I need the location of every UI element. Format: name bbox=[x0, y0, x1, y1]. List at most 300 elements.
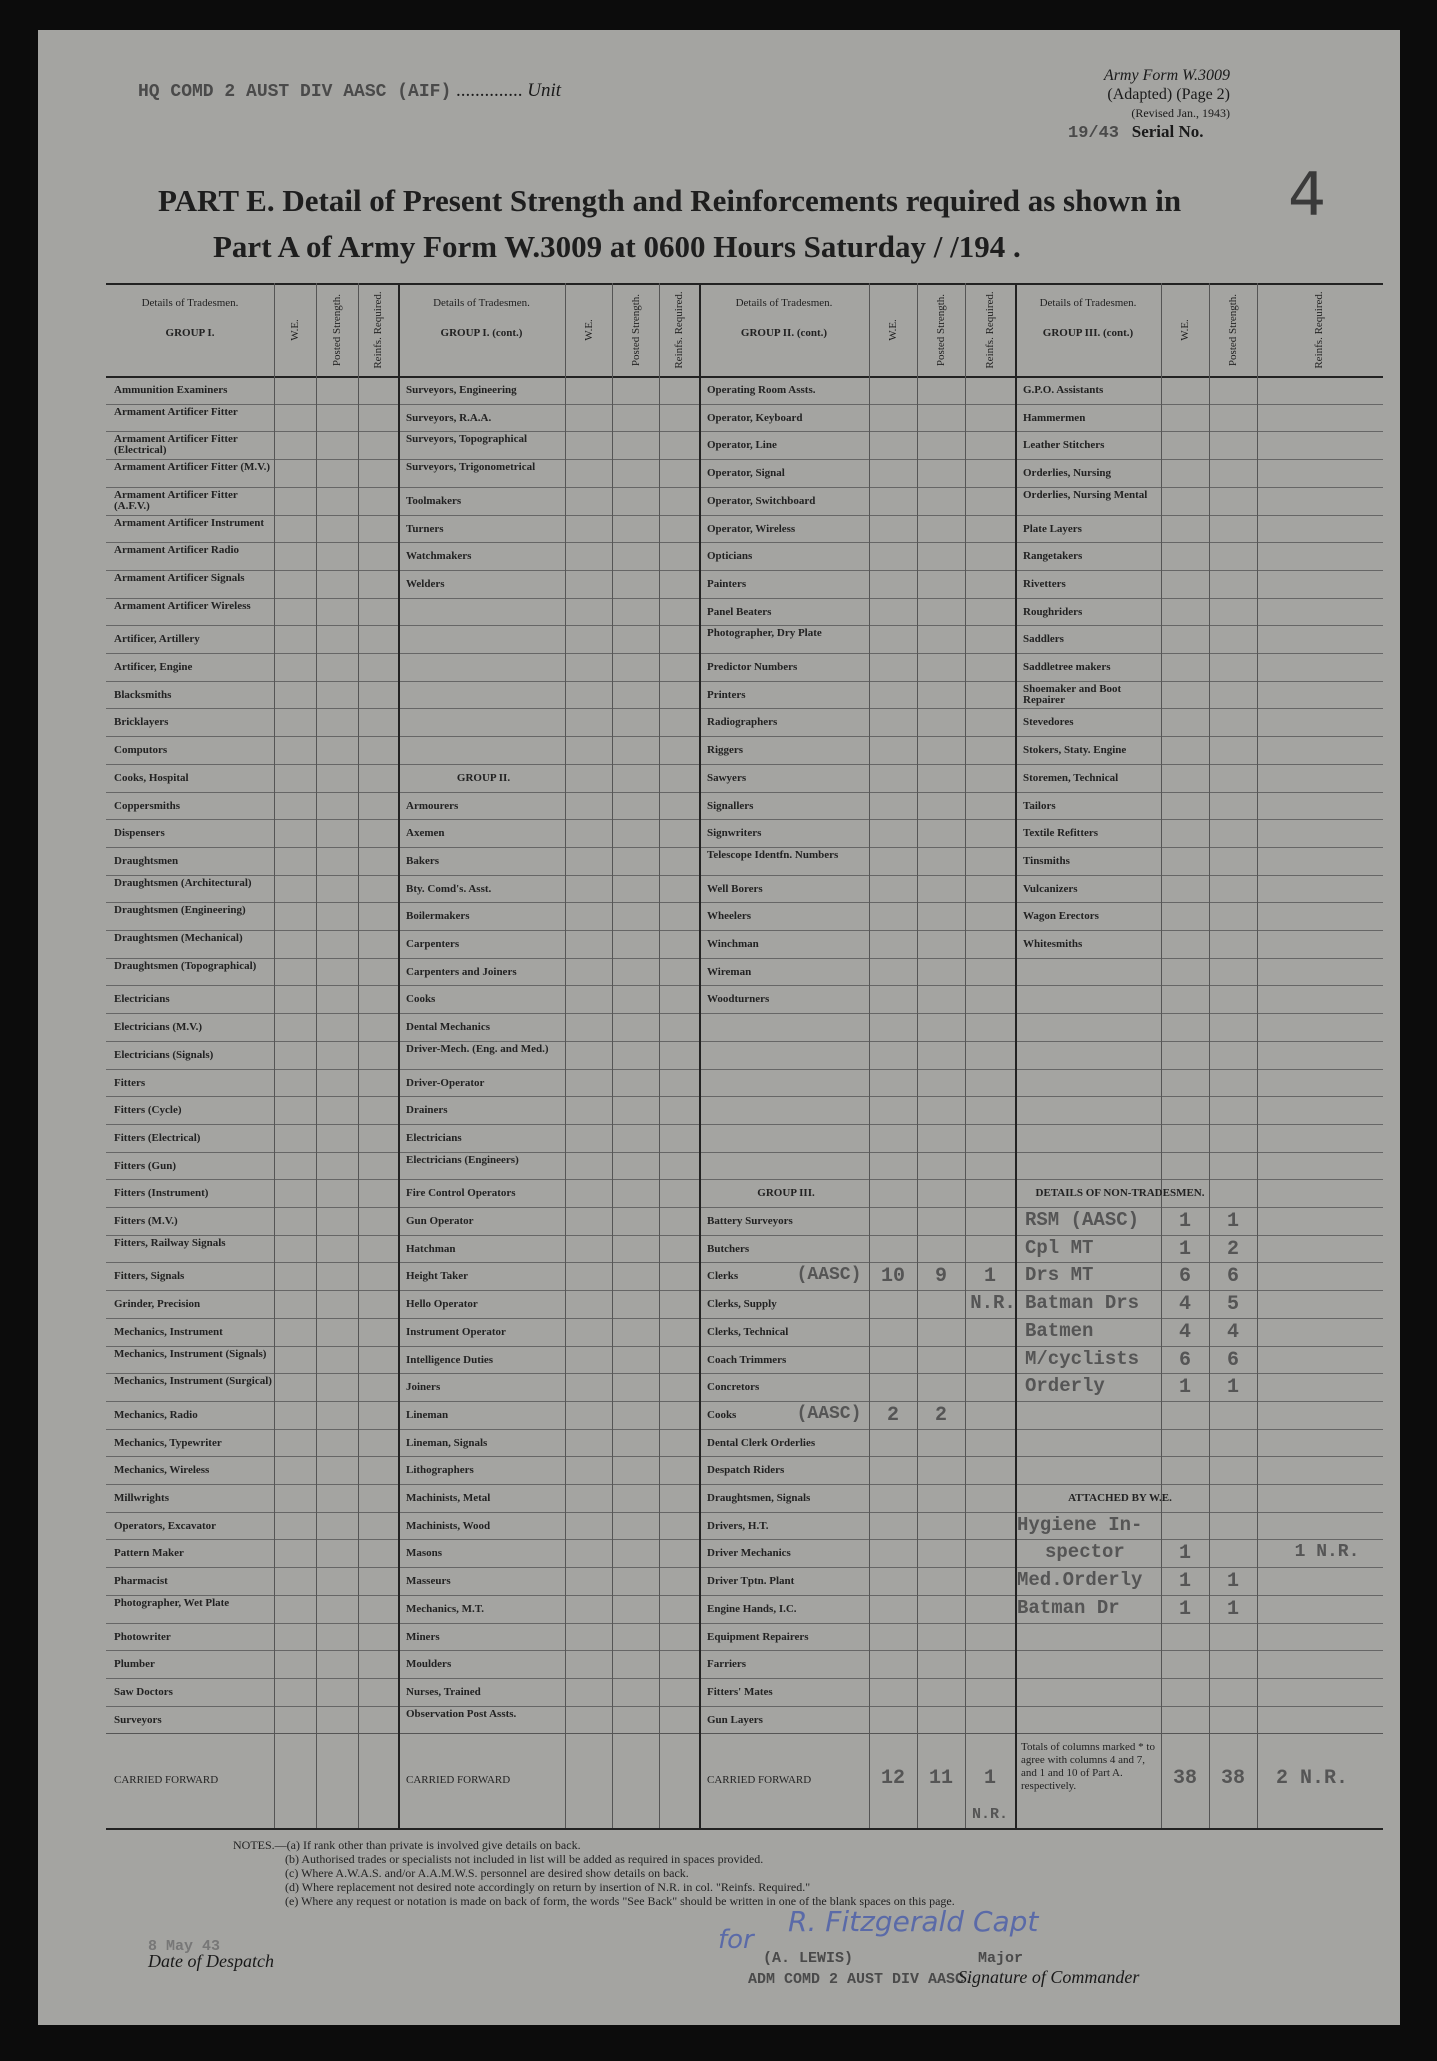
trade-label: Pattern Maker bbox=[114, 1548, 184, 1560]
note-a: NOTES.—(a) If rank other than private is involved give details on back. bbox=[233, 1838, 581, 1852]
trade-label: Concretors bbox=[707, 1382, 760, 1394]
trade-label: Telescope Identfn. Numbers bbox=[707, 849, 839, 861]
row-line bbox=[106, 1512, 1383, 1513]
trade-label: Pharmacist bbox=[114, 1576, 168, 1588]
attached-1-reinfs: 1 N.R. bbox=[1294, 1542, 1360, 1563]
commander-signature bbox=[688, 1905, 1248, 1988]
trade-label: Fitters bbox=[114, 1077, 146, 1089]
column-header-posted: Posted Strength. bbox=[935, 293, 947, 366]
trade-label: Hatchman bbox=[406, 1243, 456, 1255]
trade-label: Computors bbox=[114, 745, 168, 757]
row-line bbox=[106, 1456, 1383, 1457]
trade-label: Saw Doctors bbox=[114, 1686, 173, 1698]
trade-label: Armament Artificer Wireless bbox=[114, 600, 251, 612]
trade-label: Storemen, Technical bbox=[1023, 772, 1119, 784]
group-divider bbox=[398, 283, 400, 1828]
trade-label: Battery Surveyors bbox=[707, 1216, 793, 1227]
trade-label: Orderlies, Nursing bbox=[1023, 468, 1111, 480]
total-posted-3: 11 bbox=[928, 1766, 953, 1790]
trade-label: Operating Room Assts. bbox=[707, 385, 816, 396]
footer-top-border bbox=[106, 1733, 1383, 1734]
column-line bbox=[565, 283, 566, 1828]
total-reinfs-3: 1 bbox=[983, 1766, 996, 1790]
trade-label: Draughtsmen bbox=[114, 855, 179, 867]
trade-label: Intelligence Duties bbox=[406, 1354, 494, 1366]
row-line bbox=[106, 1706, 1383, 1707]
trade-label: Mechanics, Instrument (Signals) bbox=[114, 1348, 267, 1360]
trade-label: Operator, Keyboard bbox=[707, 412, 803, 424]
nontrade-we: 4 bbox=[1178, 1293, 1191, 1317]
row-line bbox=[106, 1401, 1383, 1402]
row-line bbox=[106, 459, 1383, 460]
attached-1-we: 1 bbox=[1178, 1542, 1191, 1566]
trade-label: Equipment Repairers bbox=[707, 1631, 809, 1643]
row-line bbox=[106, 1096, 1383, 1097]
nontrade-posted: 2 bbox=[1226, 1237, 1239, 1261]
trade-label: Riggers bbox=[707, 745, 744, 757]
row-line bbox=[106, 1235, 1383, 1236]
trade-label: Drivers, H.T. bbox=[707, 1520, 769, 1532]
column-header-group: GROUP III. (cont.) bbox=[1042, 327, 1134, 339]
form-adapted: (Adapted) (Page 2) bbox=[1107, 86, 1230, 103]
column-header-group: GROUP I. (cont.) bbox=[440, 327, 523, 339]
nontrade-posted: 6 bbox=[1226, 1265, 1239, 1289]
trade-label: Draughtsmen (Mechanical) bbox=[114, 933, 243, 944]
signed-for: for bbox=[718, 1925, 754, 1955]
trade-label: Moulders bbox=[406, 1659, 452, 1671]
column-header-reinfs: Reinfs. Required. bbox=[1313, 290, 1325, 369]
trade-label: Axemen bbox=[406, 828, 445, 840]
column-line bbox=[965, 283, 966, 1828]
row-line bbox=[106, 875, 1383, 876]
trade-label: Surveyors, R.A.A. bbox=[406, 412, 492, 424]
table-bottom-border bbox=[106, 1828, 1383, 1830]
row-line bbox=[106, 1124, 1383, 1125]
trade-label: Despatch Riders bbox=[707, 1465, 785, 1477]
nontrade-we: 1 bbox=[1178, 1210, 1191, 1233]
title-line-1: PART E. Detail of Present Strength and Reinforcements required as shown in bbox=[158, 183, 1182, 218]
trade-label: Plumber bbox=[114, 1659, 155, 1671]
row-line bbox=[106, 1567, 1383, 1568]
row-line bbox=[106, 708, 1383, 709]
attached-3-name: Batman Dr bbox=[1017, 1596, 1120, 1619]
nontrade-name: RSM (AASC) bbox=[1025, 1209, 1140, 1231]
attached-3-we: 1 bbox=[1178, 1597, 1191, 1621]
form-identifier bbox=[1104, 66, 1230, 123]
trade-label: Tinsmiths bbox=[1023, 855, 1070, 867]
trade-label: Predictor Numbers bbox=[707, 662, 798, 673]
column-line bbox=[612, 283, 613, 1828]
trade-label: Gun Operator bbox=[406, 1216, 474, 1227]
row-line bbox=[106, 653, 1383, 654]
row-line bbox=[106, 930, 1383, 931]
trade-label: Boilermakers bbox=[406, 911, 470, 923]
row-line bbox=[106, 1207, 1383, 1208]
group-heading: DETAILS OF NON-TRADESMEN. bbox=[1035, 1187, 1205, 1200]
serial-label: Serial No. bbox=[1131, 122, 1204, 141]
trade-label: Driver-Operator bbox=[406, 1077, 485, 1089]
trade-label: Shoemaker and Boot Repairer bbox=[1023, 683, 1122, 706]
trade-label: Lithographers bbox=[406, 1465, 474, 1477]
note-c: (c) Where A.W.A.S. and/or A.A.M.W.S. personnel are desired show details on back. bbox=[285, 1866, 689, 1880]
trade-label: Coach Trimmers bbox=[707, 1354, 787, 1366]
row-line bbox=[106, 1346, 1383, 1347]
trade-label: Electricians (Engineers) bbox=[406, 1154, 519, 1166]
column-header-title: Details of Tradesmen. bbox=[141, 297, 239, 309]
column-header-we: W.E. bbox=[289, 318, 301, 341]
ink-signature: R. Fitzgerald Capt bbox=[788, 1905, 1039, 1938]
row-line bbox=[106, 1179, 1383, 1180]
trade-label: Instrument Operator bbox=[406, 1326, 506, 1338]
row-line bbox=[106, 404, 1383, 405]
trade-label: Fitters, Signals bbox=[114, 1271, 185, 1283]
trade-label: Saddletree makers bbox=[1023, 662, 1111, 673]
trade-label: Driver Tptn. Plant bbox=[707, 1576, 795, 1588]
header-bottom-border bbox=[106, 376, 1383, 378]
trade-label: Miners bbox=[406, 1631, 440, 1643]
trade-label: Electricians bbox=[114, 994, 170, 1006]
column-line bbox=[316, 283, 317, 1828]
nontrade-we: 1 bbox=[1178, 1376, 1191, 1400]
column-line bbox=[1257, 283, 1258, 1828]
row-line bbox=[106, 847, 1383, 848]
trade-label: Operators, Excavator bbox=[114, 1520, 217, 1532]
trade-label: Cooks bbox=[707, 1409, 737, 1421]
group-heading: GROUP II. bbox=[456, 771, 511, 784]
trade-label: Fitters (Gun) bbox=[114, 1160, 177, 1172]
trade-label: Mechanics, Instrument (Surgical) bbox=[114, 1376, 272, 1388]
column-line bbox=[358, 283, 359, 1828]
column-header-posted: Posted Strength. bbox=[331, 293, 343, 366]
note-d: (d) Where replacement not desired note accordingly on return by insertion of N.R. in col. "Reinfs. Required." bbox=[285, 1880, 811, 1894]
nontrade-name: Drs MT bbox=[1025, 1264, 1094, 1287]
trade-label: Surveyors, Engineering bbox=[406, 385, 517, 396]
row-line bbox=[106, 431, 1383, 432]
trade-label: Plate Layers bbox=[1023, 523, 1082, 535]
trade-label: Armament Artificer Radio bbox=[114, 545, 240, 557]
nontrade-we: 4 bbox=[1178, 1320, 1191, 1344]
trade-label: Bakers bbox=[406, 855, 439, 867]
attached-3-posted: 1 bbox=[1226, 1597, 1239, 1621]
trade-label: Clerks, Technical bbox=[707, 1326, 789, 1338]
trade-label: Roughriders bbox=[1023, 606, 1083, 618]
row-line bbox=[106, 1595, 1383, 1596]
trade-label: Orderlies, Nursing Mental bbox=[1023, 489, 1148, 501]
column-line bbox=[917, 283, 918, 1828]
trade-label: Observation Post Assts. bbox=[406, 1708, 517, 1720]
despatch-date bbox=[148, 1938, 274, 1972]
trade-label: Lineman, Signals bbox=[406, 1437, 488, 1449]
row-line bbox=[106, 819, 1383, 820]
trade-label: Grinder, Precision bbox=[114, 1299, 201, 1311]
trade-label: Fitters, Railway Signals bbox=[114, 1237, 226, 1249]
trade-label: Turners bbox=[406, 523, 444, 535]
cooks-we: 2 bbox=[886, 1403, 899, 1427]
row-line bbox=[106, 736, 1383, 737]
column-line bbox=[1209, 283, 1210, 1828]
nontrade-name: Batman Drs bbox=[1025, 1292, 1140, 1315]
trade-label: Printers bbox=[707, 689, 746, 701]
trade-label: Draughtsmen, Signals bbox=[707, 1493, 811, 1504]
form-name: Army Form W.3009 bbox=[1103, 67, 1230, 84]
trade-label: Operator, Signal bbox=[707, 468, 785, 480]
trade-label: Armament Artificer Signals bbox=[114, 572, 245, 584]
trade-label: Surveyors, Trigonometrical bbox=[406, 462, 536, 474]
trade-label: Toolmakers bbox=[406, 495, 462, 507]
trade-label: Mechanics, M.T. bbox=[406, 1603, 485, 1615]
trade-label: Draughtsmen (Engineering) bbox=[114, 905, 246, 917]
row-line bbox=[106, 1318, 1383, 1319]
trade-label: Signallers bbox=[707, 800, 754, 812]
trade-label: Draughtsmen (Topographical) bbox=[114, 960, 257, 972]
column-header-reinfs: Reinfs. Required. bbox=[673, 290, 685, 369]
trade-label: Masons bbox=[406, 1548, 443, 1560]
trade-label: Surveyors bbox=[114, 1714, 162, 1726]
row-line bbox=[106, 487, 1383, 488]
row-line bbox=[106, 625, 1383, 626]
trade-label: Textile Refitters bbox=[1023, 828, 1099, 840]
trade-label: Electricians bbox=[406, 1132, 462, 1144]
row-line bbox=[106, 1290, 1383, 1291]
row-line bbox=[106, 570, 1383, 571]
attached-2-posted: 1 bbox=[1226, 1570, 1239, 1594]
trade-label: Watchmakers bbox=[406, 551, 472, 563]
trade-label: Panel Beaters bbox=[707, 606, 772, 618]
margin-mark: 4 bbox=[1288, 160, 1327, 230]
trade-label: Driver-Mech. (Eng. and Med.) bbox=[406, 1043, 549, 1055]
attached-2-name: Med.Orderly bbox=[1017, 1569, 1143, 1592]
trade-label: Whitesmiths bbox=[1023, 939, 1083, 950]
trade-label: Machinists, Metal bbox=[406, 1493, 491, 1504]
trade-label: Dental Clerk Orderlies bbox=[707, 1437, 816, 1449]
nontrade-name: Orderly bbox=[1025, 1375, 1105, 1398]
trade-label: Wheelers bbox=[707, 911, 751, 923]
trade-label: Rivetters bbox=[1023, 578, 1066, 590]
row-line bbox=[106, 1650, 1383, 1651]
cooks-posted: 2 bbox=[934, 1403, 947, 1427]
column-line bbox=[869, 283, 870, 1828]
strength-table bbox=[106, 283, 1383, 1828]
trade-label: Artificer, Engine bbox=[114, 662, 193, 673]
trade-label: Clerks, Supply bbox=[707, 1299, 777, 1311]
date-value: 8 May 43 bbox=[148, 1938, 221, 1955]
trade-label: Mechanics, Radio bbox=[114, 1409, 198, 1421]
total-posted-4: 38 bbox=[1220, 1766, 1245, 1790]
column-header-reinfs: Reinfs. Required. bbox=[372, 290, 384, 369]
trade-label: Winchman bbox=[707, 939, 759, 950]
trade-label: Armament Artificer Fitter bbox=[114, 406, 238, 418]
carried-forward-label: CARRIED FORWARD bbox=[406, 1774, 511, 1786]
trade-label: Stokers, Staty. Engine bbox=[1023, 745, 1127, 757]
trade-label: Armourers bbox=[406, 800, 459, 812]
trade-label: Coppersmiths bbox=[114, 800, 181, 812]
trade-label: Cooks, Hospital bbox=[114, 772, 189, 784]
trade-label: Operator, Switchboard bbox=[707, 495, 816, 507]
row-line bbox=[106, 764, 1383, 765]
nontrade-prefix: N.R. bbox=[970, 1292, 1016, 1315]
title-line-2: Part A of Army Form W.3009 at 0600 Hours Saturday / /194 . bbox=[213, 229, 1021, 264]
form-revised: (Revised Jan., 1943) bbox=[1131, 106, 1230, 120]
notes bbox=[233, 1838, 955, 1908]
trade-label: Woodturners bbox=[707, 994, 770, 1006]
totals-note: Totals of columns marked * to agree with columns 4 and 7, and 1 and 10 of Part A. respectively. bbox=[1021, 1741, 1155, 1793]
column-header-title: Details of Tradesmen. bbox=[433, 297, 530, 309]
row-line bbox=[106, 542, 1383, 543]
trade-label: Joiners bbox=[406, 1382, 441, 1394]
trade-label: Surveyors, Topographical bbox=[406, 434, 528, 446]
group-heading: ATTACHED BY W.E. bbox=[1068, 1492, 1172, 1504]
trade-label: Millwrights bbox=[114, 1493, 169, 1504]
clerks-reinfs: 1 bbox=[983, 1265, 996, 1289]
trade-label: Wagon Erectors bbox=[1023, 911, 1099, 923]
row-line bbox=[106, 1484, 1383, 1485]
trade-label: Leather Stitchers bbox=[1023, 440, 1105, 452]
trade-label: Wireman bbox=[707, 966, 752, 978]
column-header-we: W.E. bbox=[1179, 318, 1191, 341]
unit-label: Unit bbox=[527, 80, 562, 101]
column-header-reinfs: Reinfs. Required. bbox=[984, 290, 996, 369]
trade-label: Blacksmiths bbox=[114, 689, 172, 701]
nontrade-posted: 1 bbox=[1226, 1376, 1239, 1400]
trade-label: Fitters' Mates bbox=[707, 1686, 773, 1698]
trade-label: Fire Control Operators bbox=[406, 1188, 516, 1200]
note-e: (e) Where any request or notation is made on back of form, the words "See Back" should be written in one of the blank spaces on this page. bbox=[285, 1894, 955, 1908]
serial-value: 19/43 bbox=[1068, 124, 1120, 143]
trade-label: Bty. Comd's. Asst. bbox=[406, 883, 492, 895]
trade-label: Masseurs bbox=[406, 1576, 451, 1588]
trade-label: Fitters (Instrument) bbox=[114, 1188, 209, 1200]
trade-label: Bricklayers bbox=[114, 717, 169, 729]
nontrade-we: 6 bbox=[1178, 1265, 1191, 1289]
trade-label: Radiographers bbox=[707, 717, 778, 729]
total-we-3: 12 bbox=[880, 1766, 905, 1790]
trade-label: Sawyers bbox=[707, 772, 747, 784]
trade-label: Tailors bbox=[1023, 800, 1056, 812]
trade-label: Dental Mechanics bbox=[406, 1022, 491, 1034]
trade-label: Vulcanizers bbox=[1023, 883, 1078, 895]
trade-label: Ammunition Examiners bbox=[114, 385, 228, 396]
row-line bbox=[106, 1013, 1383, 1014]
trade-label: Operator, Wireless bbox=[707, 523, 796, 535]
trade-label: Fitters (Cycle) bbox=[114, 1105, 182, 1117]
row-line bbox=[106, 1429, 1383, 1430]
column-header-group: GROUP II. (cont.) bbox=[740, 327, 828, 339]
row-line bbox=[106, 1262, 1383, 1263]
trade-label: Mechanics, Wireless bbox=[114, 1465, 210, 1477]
trade-label: Machinists, Wood bbox=[406, 1520, 491, 1532]
signature-label: Signature of Commander bbox=[958, 1967, 1140, 1987]
total-reinfs-3-nr: N.R. bbox=[971, 1806, 1008, 1823]
trade-label: Draughtsmen (Architectural) bbox=[114, 877, 252, 889]
column-line bbox=[659, 283, 660, 1828]
carried-forward-label: CARRIED FORWARD bbox=[114, 1774, 219, 1786]
trade-label: Fitters (M.V.) bbox=[114, 1216, 178, 1227]
trade-label: Artificer, Artillery bbox=[114, 634, 200, 646]
row-line bbox=[106, 515, 1383, 516]
typed-rank: Major bbox=[978, 1950, 1024, 1967]
row-line bbox=[106, 1678, 1383, 1679]
trade-label: Saddlers bbox=[1023, 634, 1064, 646]
typed-unit: ADM COMD 2 AUST DIV AASC. bbox=[748, 1971, 974, 1988]
nontrade-name: Batmen bbox=[1025, 1319, 1094, 1342]
nontrade-we: 1 bbox=[1178, 1237, 1191, 1261]
row-line bbox=[106, 598, 1383, 599]
trade-label: Clerks bbox=[707, 1271, 739, 1283]
trade-label: Carpenters bbox=[406, 939, 460, 950]
attached-2-we: 1 bbox=[1178, 1570, 1191, 1594]
trade-label: Operator, Line bbox=[707, 440, 777, 452]
trade-label: Electricians (M.V.) bbox=[114, 1022, 203, 1034]
nontrade-name: M/cyclists bbox=[1025, 1347, 1140, 1370]
row-line bbox=[106, 985, 1383, 986]
attached-1-name-cont: spector bbox=[1045, 1541, 1125, 1564]
trade-label: Painters bbox=[707, 578, 747, 590]
trade-label: Rangetakers bbox=[1023, 551, 1083, 563]
column-header-group: GROUP I. bbox=[165, 327, 215, 339]
group-heading: GROUP III. bbox=[757, 1187, 815, 1200]
trade-label: Well Borers bbox=[707, 883, 763, 895]
note-b: (b) Authorised trades or specialists not included in list will be added as required in spaces provided. bbox=[285, 1852, 764, 1866]
row-line bbox=[106, 1373, 1383, 1374]
carried-forward-label: CARRIED FORWARD bbox=[707, 1774, 812, 1786]
nontrade-name: Cpl MT bbox=[1025, 1236, 1094, 1259]
trade-label: Armament Artificer Fitter (Electrical) bbox=[114, 434, 238, 457]
trade-label: Photographer, Wet Plate bbox=[114, 1597, 230, 1609]
trade-label: Photographer, Dry Plate bbox=[707, 628, 822, 640]
trade-label: Height Taker bbox=[406, 1271, 469, 1283]
unit-value: HQ COMD 2 AUST DIV AASC (AIF) bbox=[138, 82, 452, 102]
cooks-unit: (AASC) bbox=[796, 1403, 862, 1424]
typed-name: (A. LEWIS) bbox=[763, 1950, 854, 1967]
trade-label: Hammermen bbox=[1023, 412, 1086, 424]
column-header-title: Details of Tradesmen. bbox=[1039, 297, 1137, 309]
row-line bbox=[106, 792, 1383, 793]
attached-1-name: Hygiene In- bbox=[1017, 1513, 1143, 1536]
trade-label: G.P.O. Assistants bbox=[1023, 385, 1104, 396]
nontrade-posted: 1 bbox=[1226, 1210, 1239, 1233]
trade-label: Mechanics, Typewriter bbox=[114, 1437, 222, 1449]
trade-label: Armament Artificer Fitter (M.V.) bbox=[114, 462, 271, 474]
date-label: Date of Despatch bbox=[148, 1951, 274, 1971]
trade-label: Hello Operator bbox=[406, 1299, 478, 1311]
trade-label: Gun Layers bbox=[707, 1714, 763, 1726]
trade-label: Stevedores bbox=[1023, 717, 1074, 729]
nontrade-we: 6 bbox=[1178, 1348, 1191, 1372]
trade-label: Nurses, Trained bbox=[406, 1686, 481, 1698]
trade-label: Welders bbox=[406, 578, 445, 590]
row-line bbox=[106, 1152, 1383, 1153]
trade-label: Driver Mechanics bbox=[707, 1548, 791, 1560]
trade-label: Opticians bbox=[707, 551, 753, 563]
column-header-we: W.E. bbox=[887, 318, 899, 341]
page-title bbox=[158, 178, 1298, 270]
trade-label: Fitters (Electrical) bbox=[114, 1132, 201, 1144]
clerks-posted: 9 bbox=[934, 1265, 947, 1289]
column-header-we: W.E. bbox=[582, 318, 595, 341]
group-divider bbox=[699, 283, 701, 1828]
unit-line: HQ COMD 2 AUST DIV AASC (AIF) .............. Unit bbox=[138, 80, 562, 102]
row-line bbox=[106, 958, 1383, 959]
trade-label: Dispensers bbox=[114, 828, 165, 840]
row-line bbox=[106, 1623, 1383, 1624]
trade-label: Electricians (Signals) bbox=[114, 1049, 214, 1061]
trade-label: Cooks bbox=[406, 994, 436, 1006]
trade-label: Lineman bbox=[406, 1409, 449, 1421]
row-line bbox=[106, 1539, 1383, 1540]
nontrade-posted: 5 bbox=[1226, 1293, 1239, 1317]
clerks-we: 10 bbox=[880, 1265, 905, 1289]
nontrade-posted: 6 bbox=[1226, 1348, 1239, 1372]
